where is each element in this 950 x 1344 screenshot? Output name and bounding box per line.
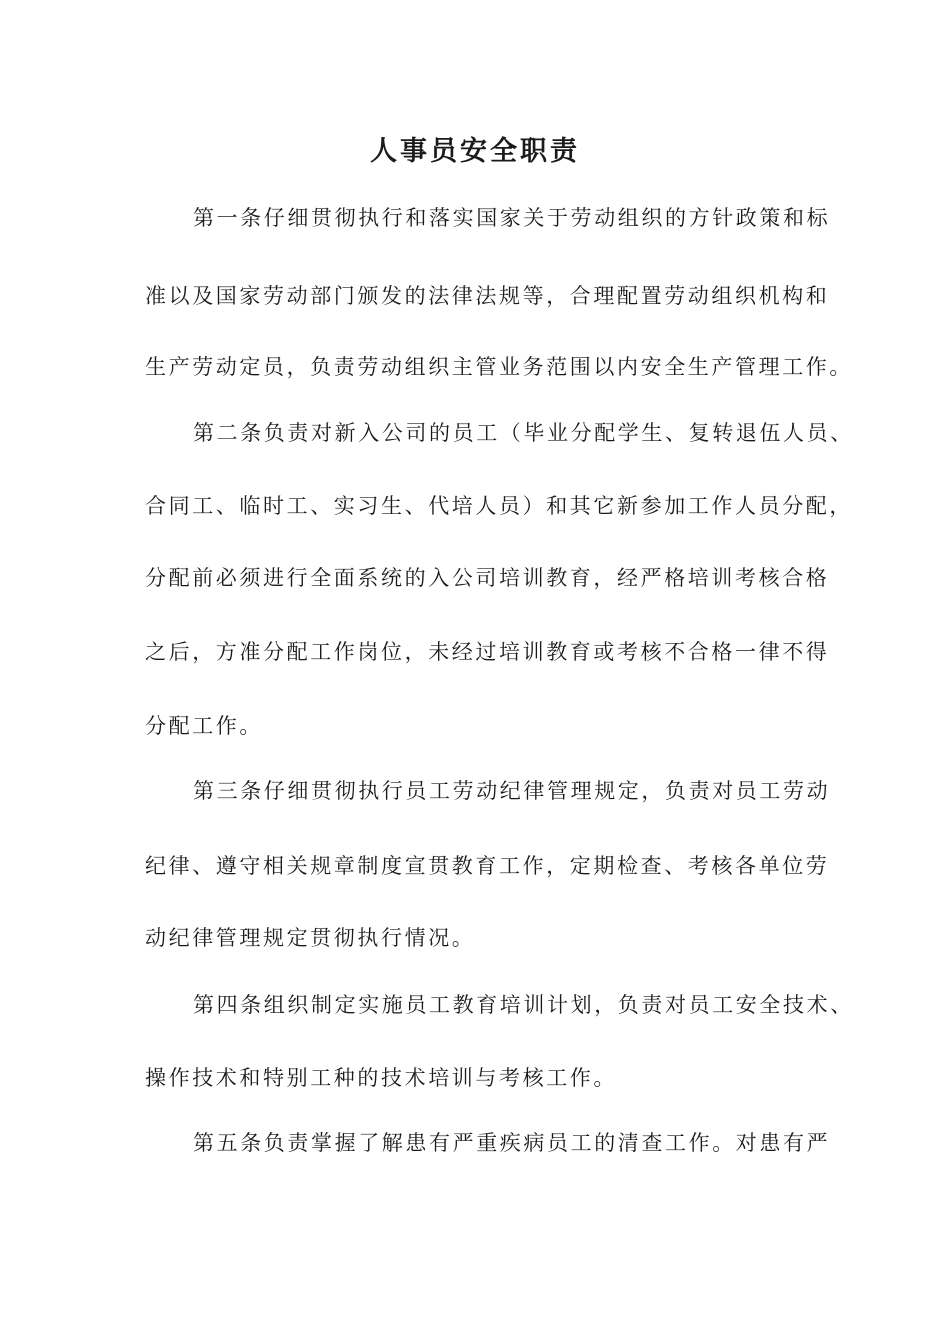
paragraph-4-line-2: 操作技术和特别工种的技术培训与考核工作。 <box>145 1066 617 1090</box>
document-title: 人事员安全职责 <box>370 136 580 167</box>
paragraph-2-line-5: 分配工作。 <box>145 714 263 738</box>
paragraph-2-line-4: 之后，方准分配工作岗位，未经过培训教育或考核不合格一律不得 <box>145 640 830 664</box>
paragraph-2-line-1: 第二条负责对新入公司的员工（毕业分配学生、复转退伍人员、 <box>193 421 854 445</box>
paragraph-1-line-3: 生产劳动定员，负责劳动组织主管业务范围以内安全生产管理工作。 <box>145 355 853 379</box>
paragraph-3-line-2: 纪律、遵守相关规章制度宣贯教育工作，定期检查、考核各单位劳 <box>145 854 830 878</box>
paragraph-3-line-3: 动纪律管理规定贯彻执行情况。 <box>145 926 476 950</box>
paragraph-5-line-1: 第五条负责掌握了解患有严重疾病员工的清查工作。对患有严 <box>193 1131 831 1155</box>
paragraph-1-line-2: 准以及国家劳动部门颁发的法律法规等，合理配置劳动组织机构和 <box>145 284 830 308</box>
paragraph-4-line-1: 第四条组织制定实施员工教育培训计划，负责对员工安全技术、 <box>193 993 854 1017</box>
paragraph-1-line-1: 第一条仔细贯彻执行和落实国家关于劳动组织的方针政策和标 <box>193 206 831 230</box>
paragraph-2-line-3: 分配前必须进行全面系统的入公司培训教育，经严格培训考核合格 <box>145 566 830 590</box>
paragraph-2-line-2: 合同工、临时工、实习生、代培人员）和其它新参加工作人员分配， <box>145 494 853 518</box>
paragraph-3-line-1: 第三条仔细贯彻执行员工劳动纪律管理规定，负责对员工劳动 <box>193 779 831 803</box>
